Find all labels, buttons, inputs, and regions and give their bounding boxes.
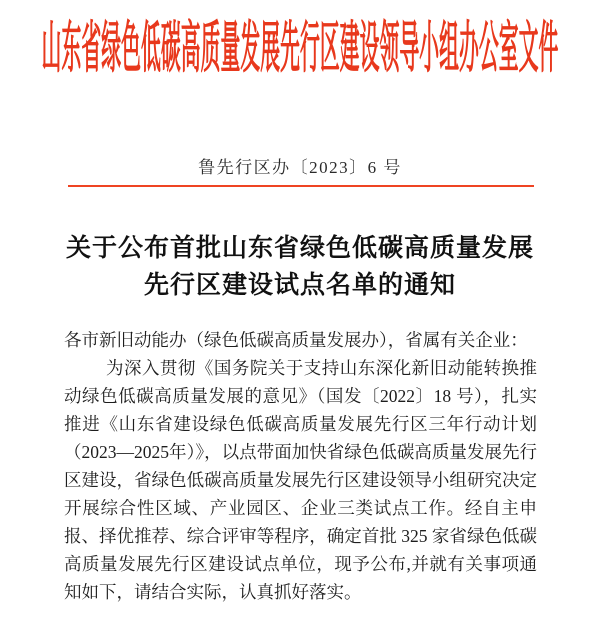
letterhead-banner bbox=[0, 16, 600, 82]
notice-title-line-1: 关于公布首批山东省绿色低碳高质量发展 bbox=[65, 235, 534, 262]
notice-title bbox=[0, 230, 600, 304]
issuing-authority-title: 山东省绿色低碳高质量发展先行区建设领导小组办公室文件 bbox=[41, 18, 559, 80]
body-text bbox=[64, 326, 537, 606]
salutation-line: 各市新旧动能办（绿色低碳高质量发展办），省属有关企业： bbox=[64, 330, 528, 350]
document-number: 鲁先行区办〔2023〕6 号 bbox=[198, 158, 402, 177]
red-divider-line bbox=[68, 185, 534, 187]
body-paragraph: 为深入贯彻《国务院关于支持山东深化新旧动能转换推动绿色低碳高质量发展的意见》（国发〔2022〕18 号），扎实推进《山东省建设绿色低碳高质量发展先行区三年行动计划（2023—2025年）》，以点带面加快省绿色低碳高质量发展先行区建设，省绿色低碳高质量发展先行区建设领导小组研究决定开展综合性区域、产业园区、企业三类试点工作。经自主申报、择优推荐、综合评审等程序，确定首批 325 家省绿色低碳高质量发展先行区建设试点单位，现予公布,并就有关事项通知如下，请结合实际，认真抓好落实。 bbox=[64, 358, 537, 602]
notice-title-line-2: 先行区建设试点名单的通知 bbox=[143, 272, 456, 299]
